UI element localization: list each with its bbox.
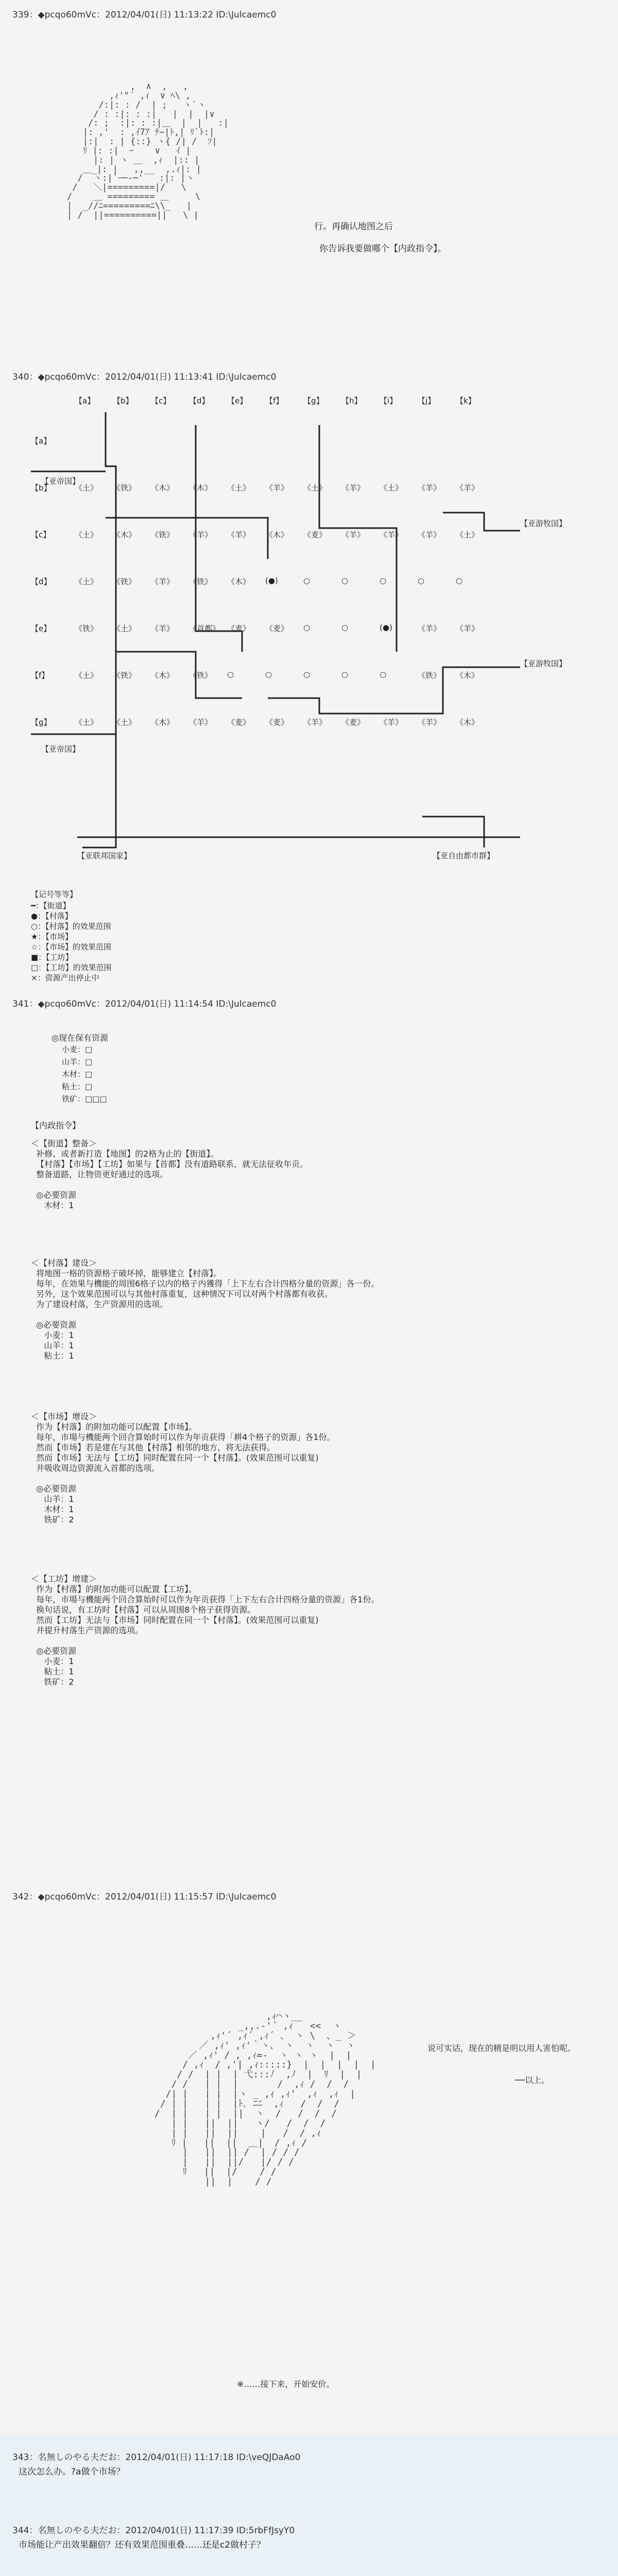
- post-number: 343：: [12, 2452, 38, 2463]
- map-cell: 《羊》: [456, 624, 479, 633]
- legend-title: 【记号等等】: [31, 890, 78, 899]
- map-cell: 《羊》: [418, 530, 441, 539]
- road-line: [106, 412, 116, 817]
- map-cell: 《羊》: [189, 530, 213, 539]
- map-column-header: 【c】: [151, 396, 171, 405]
- legend-item: □：【工坊】的效果范围: [31, 963, 112, 972]
- map-grid: [0, 363, 618, 992]
- legend-item: ★：【市场】: [31, 932, 73, 941]
- map-cell: 《木》: [456, 718, 479, 727]
- map-cell: 《麦》: [341, 718, 365, 727]
- map-cell: 《铁》: [113, 483, 136, 493]
- closing-note: ※……接下来，开始安价。: [237, 2379, 335, 2389]
- map-cell: 《土》: [75, 671, 98, 680]
- map-cell: 《羊》: [189, 718, 213, 727]
- map-row-label: 【b】: [31, 483, 52, 493]
- post-number: 340：: [12, 372, 38, 382]
- region-label: 【亚联邦国家】: [77, 851, 132, 860]
- map-row-label: 【a】: [31, 436, 52, 446]
- map-cell: 《土》: [303, 483, 327, 493]
- road-line: [443, 513, 520, 531]
- map-cell: 《木》: [113, 530, 136, 539]
- map-row-label: 【f】: [31, 671, 49, 680]
- map-cell: 《麦》: [227, 624, 251, 633]
- resource-item: 木材：□: [62, 1070, 93, 1079]
- map-cell: 《土》: [75, 530, 98, 539]
- map-row-label: 【c】: [31, 530, 51, 539]
- map-cell: 《羊》: [341, 530, 365, 539]
- region-label: 【亚游牧国】: [520, 519, 567, 528]
- post-header: [12, 2450, 300, 2463]
- road-line: [422, 817, 484, 848]
- map-column-header: 【h】: [341, 396, 362, 405]
- map-cell: 《羊》: [418, 483, 441, 493]
- map-column-header: 【k】: [456, 396, 476, 405]
- dialogue-line: 行。再确认地图之后: [314, 222, 393, 232]
- post-number: 344：: [12, 2526, 38, 2536]
- map-cell: ○: [341, 670, 349, 679]
- map-cell: 《木》: [227, 577, 251, 586]
- map-cell: ○: [380, 670, 387, 679]
- dialogue-line: ──以上。: [515, 2075, 550, 2085]
- region-label: 【亚自由都市群】: [433, 851, 495, 860]
- map-column-header: 【b】: [113, 396, 133, 405]
- reply-343: [0, 2434, 618, 2512]
- map-cell: 《土》: [113, 624, 136, 633]
- map-cell: 《羊》: [341, 483, 365, 493]
- map-cell: 《铁》: [418, 671, 441, 680]
- orders-title: 【内政指令】: [31, 1121, 81, 1130]
- map-cell: 《羊》: [418, 624, 441, 633]
- order-road: ＜【街道】整备＞ 补修、或者新打造【地图】的2格为止的【街道】。 【村落】【市场】【工坊】如果与【首都】没有道路联系，就无法征收年贡。 整备道路，让物资更好通过的选项。 ◎必要资源 木材：1: [31, 1139, 308, 1210]
- map-cell: 《铁》: [75, 624, 98, 633]
- post-341: [0, 990, 618, 1687]
- map-row-label: 【d】: [31, 577, 52, 586]
- legend-item: ☆：【市场】的效果范围: [31, 942, 111, 952]
- map-cell: 《铁》: [189, 577, 213, 586]
- order-village: ＜【村落】建设＞ 将地图一格的资源格子破坏掉，能够建立【村落】。 每年，在効果与機能的周围6格子以内的格子内獲得「上下左右合计四格分量的资源」各一份。 另外，这个效果范围可以与其他村落重复，这种情况下可以对两个村落都有收获。 为了建设村落，生产资源用的选项。 ◎必要资源 小麦：1 山羊：1 粘土：1: [31, 1258, 380, 1361]
- legend-item: ●：【村落】: [31, 911, 73, 921]
- map-cell: 《土》: [75, 577, 98, 586]
- map-cell: 《木》: [456, 671, 479, 680]
- map-cell: 《羊》: [151, 624, 175, 633]
- post-number: 342：: [12, 1892, 38, 1902]
- map-cell: ○: [227, 670, 234, 679]
- map-cell: 《铁》: [113, 671, 136, 680]
- dialogue-line: 你告诉我要做哪个【内政指令】。: [319, 244, 447, 254]
- post-340: [0, 363, 618, 992]
- map-cell: ○: [380, 576, 387, 585]
- map-cell: 《木》: [151, 718, 175, 727]
- map-cell: 《木》: [151, 671, 175, 680]
- post-author: ◆pcqo60mVc：2012/04/01(日) 11:14:54 ID:\Julcaemc0: [38, 999, 277, 1009]
- post-header: [12, 2523, 295, 2536]
- post-author: ◆pcqo60mVc：2012/04/01(日) 11:15:57 ID:\Julcaemc0: [38, 1892, 277, 1902]
- map-cell: 《麦》: [227, 718, 251, 727]
- reply-text: 市场能让产出效果翻倍？还有效果范围重叠……还是c2做村子？: [19, 2540, 266, 2550]
- map-cell: 《羊》: [303, 718, 327, 727]
- resource-item: 小麦：□: [62, 1045, 93, 1054]
- map-cell: 《土》: [75, 483, 98, 493]
- map-cell: 《羊》: [380, 718, 403, 727]
- legend-item: ■：【工坊】: [31, 953, 73, 962]
- reply-344: [0, 2512, 618, 2576]
- map-column-header: 【i】: [380, 396, 398, 405]
- legend-item: ━：【街道】: [31, 901, 71, 910]
- map-cell: 《羊》: [418, 718, 441, 727]
- post-author: ◆pcqo60mVc：2012/04/01(日) 11:13:22 ID:\Julcaemc0: [38, 10, 277, 20]
- resource-item: 粘土：□: [62, 1082, 93, 1091]
- map-cell: 《铁》: [151, 530, 175, 539]
- map-cell: 《土》: [456, 530, 479, 539]
- map-cell: 《羊》: [151, 577, 175, 586]
- map-cell: ○: [303, 623, 311, 632]
- post-number: 339：: [12, 10, 38, 20]
- map-cell: 《麦》: [265, 624, 289, 633]
- post-342: [0, 1883, 618, 2429]
- map-cell: ○: [265, 670, 272, 679]
- region-label: 【亚帝国】: [41, 744, 80, 754]
- legend-item: ○：【村落】的效果范围: [31, 922, 111, 931]
- map-cell: 《首都》: [189, 624, 220, 633]
- map-cell: 《羊》: [227, 530, 251, 539]
- post-header: [12, 7, 276, 20]
- resources-title: ◎现在保有资源: [52, 1033, 108, 1043]
- region-label: 【亚游牧国】: [520, 659, 567, 668]
- map-row-label: 【g】: [31, 718, 52, 727]
- map-column-header: 【f】: [265, 396, 284, 405]
- map-cell: (●): [380, 623, 392, 632]
- order-workshop: ＜【工坊】增建＞ 作为【村落】的附加功能可以配置【工坊】。 每年，市場与機能两个回合算始时可以作为年贡获得「上下左右合计四格分量的资源」各1份。 换句话说，有工坊时【村落】可以从周围8个格子获得资源。 然而【工坊】无法与【市场】同时配置在同一个【村落】。(效果范围可以重复) 并提升村落生产资源的选项。 ◎必要资源 小麦：1 粘土：1 铁矿：2: [31, 1574, 380, 1687]
- order-market: ＜【市场】增设＞ 作为【村落】的附加功能可以配置【市场】。 每年，市場与機能两个回合算始时可以作为年贡获得「耕4个格子的资源」各1份。 然而【市场】若是建在与其他【村落】相邻的地方，将无法获得。 然而【市场】无法与【工坊】同时配置在同一个【村落】。(效果范围可以重复) 并吸收周边资源流入首都的选项。 ◎必要资源 山羊：1 木材：1 铁矿：2: [31, 1412, 335, 1524]
- map-column-header: 【j】: [418, 396, 436, 405]
- resource-item: 山羊：□: [62, 1057, 93, 1066]
- map-cell: 《土》: [75, 718, 98, 727]
- road-line: [82, 817, 116, 848]
- post-author: ◆pcqo60mVc：2012/04/01(日) 11:13:41 ID:\Julcaemc0: [38, 372, 277, 382]
- map-cell: 《土》: [227, 483, 251, 493]
- post-339: [0, 0, 618, 366]
- map-cell: (●): [265, 576, 278, 585]
- legend-item: ×：资源产出停止中: [31, 973, 99, 982]
- reply-text: 这次怎么办。?a做个市场？: [19, 2467, 125, 2477]
- post-number: 341：: [12, 999, 38, 1009]
- map-cell: ○: [418, 576, 425, 585]
- resource-item: 铁矿：□□□: [62, 1094, 107, 1104]
- map-cell: 《铁》: [189, 671, 213, 680]
- map-cell: 《土》: [113, 718, 136, 727]
- map-column-header: 【e】: [227, 396, 248, 405]
- map-cell: ○: [341, 623, 349, 632]
- map-cell: 《铁》: [113, 577, 136, 586]
- map-cell: 《木》: [151, 483, 175, 493]
- map-cell: 《麦》: [303, 530, 327, 539]
- map-column-header: 【d】: [189, 396, 210, 405]
- map-cell: ○: [303, 670, 311, 679]
- map-cell: 《羊》: [380, 530, 403, 539]
- map-cell: 《羊》: [265, 483, 289, 493]
- map-cell: ○: [341, 576, 349, 585]
- post-author: 名無しのやる夫だお：2012/04/01(日) 11:17:18 ID:\veQJDaAo0: [38, 2452, 301, 2463]
- ascii-art-character: , ∧ , , ,ｨ'"´ ,ｨ ∨ ﾍ\ , /:|: : / | ; ヽ`ヽ / : :|: : :| | | |∨ /: ; :|: : :|＿ | | :| |: ,' : ,ｲ7ｱ ﾃ~|ﾄ,| ﾘ`ﾄ:| |:| : | {::} ヽ{ /| / ｿ| ﾘ |: :| ｰ ∨ ｲ | |: | ヽ ＿ ,ｨ |:: | ＿_|: | ,,__ ,.ｨ|: | / ヽ:|`ｰ─‐─' :|: |ヽ / ＼|=========|/ \ / ＿ ========= ＿ \ | _//ﾆ=========ﾆ\\_ | | / ||==========|| \ |: [67, 81, 229, 221]
- map-column-header: 【g】: [303, 396, 324, 405]
- map-cell: 《土》: [380, 483, 403, 493]
- post-header: [12, 996, 276, 1009]
- region-label: 【亚帝国】: [41, 477, 80, 486]
- post-author: 名無しのやる夫だお：2012/04/01(日) 11:17:39 ID:5rbFfJsyY0: [38, 2526, 295, 2536]
- map-cell: 《羊》: [456, 483, 479, 493]
- dialogue-line: 说可实话，现在的精是明以用人害怕呢。: [427, 2043, 576, 2053]
- map-column-header: 【a】: [75, 396, 95, 405]
- ascii-art-character: ,ｨ⌒ヽ__ _,,.-'´ ,ｨ << ヽ ,ｨ'´ ,ｨ´ ,ｨ´ 、 ヽ \ 、_ ＞ ／ ,ｨ' ,ｨ'｀ヽ、 ヽ ヽ ヽ ヽ ／ ,ｨ' / , ,ｨ=- ヽ ヽ ヽ | | / ,ｨ / ,'| ,ｨ:::::} | | | | | / / | | | 弋:::ﾉ ,ﾉ | ﾘ | | / / | | | / ,ｨ / / / /| | | | |ヽ _ ,ｨ ,ｨ' ,ｨ ,ｨ | / | | | | |ﾄ､ ﾆﾆ ,ｨ / / / / | | | | || ヽ / / / / | | || || ヽ/ / / / | | || || | / / ,ｨ ﾘ | || || ＿| / ,ｨ / | || || / | / / / | || ||/ |/ / / ﾘ || |/ / / || | / /: [154, 2011, 376, 2188]
- post-header: [12, 1889, 276, 1902]
- map-cell: ○: [303, 576, 311, 585]
- map-cell: 《木》: [189, 483, 213, 493]
- map-cell: 《麦》: [265, 718, 289, 727]
- map-cell: ○: [456, 576, 463, 585]
- map-row-label: 【e】: [31, 624, 52, 633]
- map-cell: 《木》: [265, 530, 289, 539]
